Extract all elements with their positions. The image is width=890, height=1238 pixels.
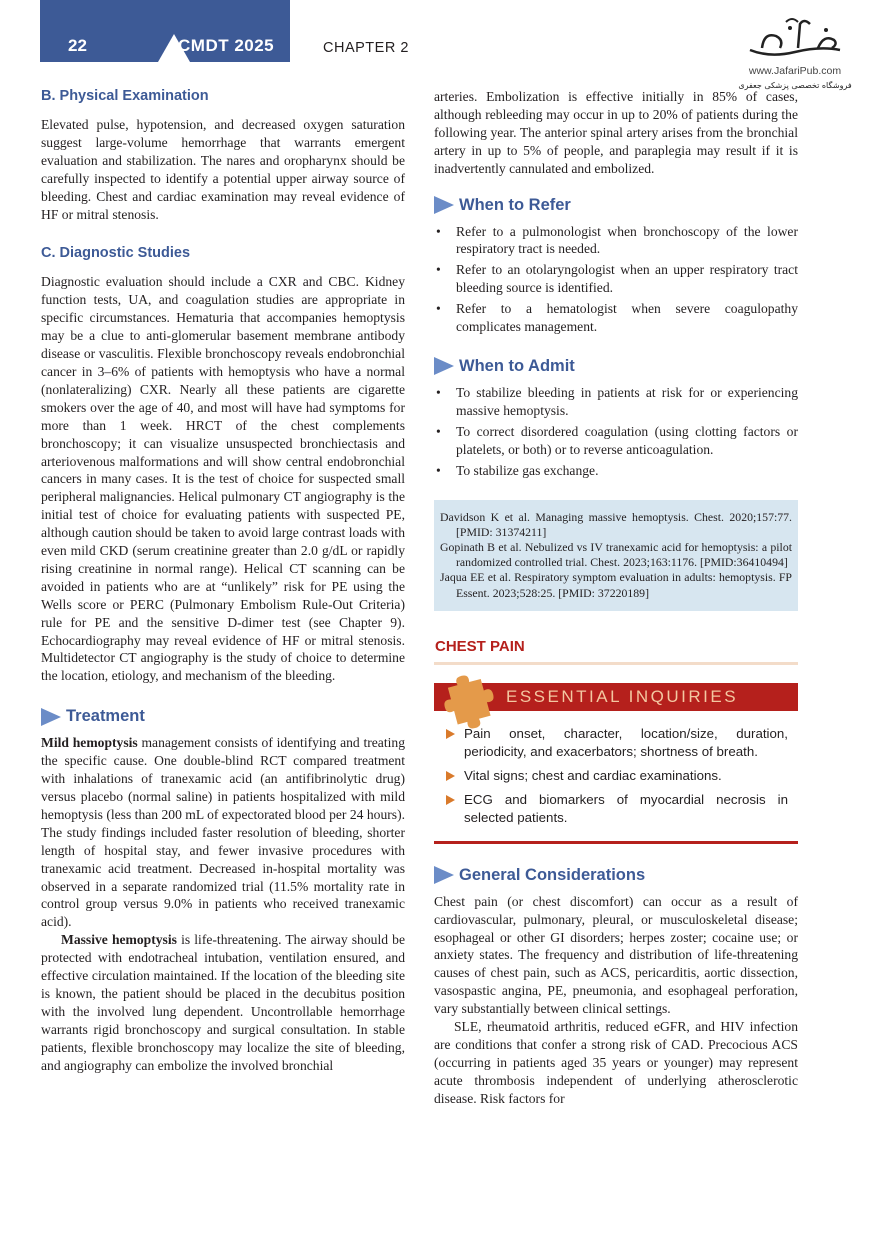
physical-exam-heading: B. Physical Examination <box>41 88 209 104</box>
list-item: • Refer to a pulmonologist when bronchoscopy of the lower respiratory tract is needed. <box>434 223 798 259</box>
orange-arrow-icon <box>446 795 455 805</box>
when-to-refer-label: When to Refer <box>459 195 571 214</box>
essential-item <box>444 767 788 785</box>
treatment-heading-label: Treatment <box>66 707 145 726</box>
massive-hemoptysis-paragraph <box>41 931 405 1074</box>
essential-item-text: Pain onset, character, location/size, duration, periodicity, and exacerbators; shortness of breath. <box>464 725 788 759</box>
diagnostic-text: Diagnostic evaluation should include a CXR and CBC. Kidney function tests, UA, and coagulation studies are appropriate in specific circumstances. Hematuria that accompanies hemoptysis may be a clue to anti-glomerular basement membrane antibody disease or vasculitis. Flexible bronchoscopy reveals endobronchial cancer in 3–6% of patients with hemoptysis who have a normal (nonlateralizing) CXR. Nearly all these patients are cigarette smokers over the age of 40, and most will have had symptoms for more than 1 week. HRCT of the chest complements bronchoscopy; it can visualize unsuspected bronchiectasis and arteriovenous malformations and will show central endobronchial cancers in many cases. It is the test of choice for suspected small peripheral malignancies. Helical pulmonary CT angiography is the initial test of choice for evaluating patients with suspected PE, although caution should be taken to avoid large contrast loads with even mild CKD (serum creatinine greater than 2.0 g/dL or rapidly rising creatinine in normal range). Helical CT scanning can be avoided in patients who are at “unlikely” risk for PE using the Wells score or PERC (Pulmonary Embolism Rule-Out Criteria) rule for PE and the sensitive D-dimer test (see Chapter 9). Echocardiography may reveal evidence of HF or mitral stenosis. Multidetector CT angiography is the study of choice to determine the location, etiology, and mechanism of the bleeding. <box>41 274 405 684</box>
list-item: • Refer to a hematologist when severe coagulopathy complicates management. <box>434 300 798 336</box>
massive-hemoptysis-text: is life-threatening. The airway should be protected with endotracheal intubation, ventilation ensured, and effective circulation maintained. If the location of the bleeding site is known, the patient should be placed in the decubitus position with the involved lung dependent. Uncontrollable hemorrhage warrants rigid bronchoscopy and surgical consultation. In stable patients, flexible bronchoscopy may localize the site of bleeding, and angiography can embolize the involved bronchial <box>41 932 405 1073</box>
list-item: • Refer to an otolaryngologist when an upper respiratory tract bleeding source is identified. <box>434 261 798 297</box>
list-item: • To stabilize gas exchange. <box>434 462 798 480</box>
general-considerations-heading <box>434 866 798 885</box>
puzzle-piece-icon <box>440 673 496 729</box>
page-number: 22 <box>68 36 87 55</box>
section-arrow-icon <box>434 866 454 884</box>
essential-item <box>444 725 788 761</box>
chest-pain-heading: CHEST PAIN <box>434 638 798 665</box>
when-to-refer-list <box>434 223 798 336</box>
calligraphy-logo-icon <box>740 14 850 62</box>
essential-item-text: Vital signs; chest and cardiac examinations. <box>464 767 722 783</box>
mild-hemoptysis-paragraph <box>41 734 405 931</box>
logo-url: www.JafariPub.com <box>748 65 842 77</box>
when-to-admit-label: When to Admit <box>459 356 575 375</box>
orange-arrow-icon <box>446 729 455 739</box>
continuation-text: arteries. Embolization is effective initially in 85% of cases, although rebleeding may occur in up to 20% of patients during the following year. The anterior spinal artery arises from the bronchial artery in up to 5% of people, and paraplegia may result if it is inadvertently cannulated and embolized. <box>434 89 798 176</box>
mild-hemoptysis-term: Mild hemoptysis <box>41 735 138 751</box>
essential-inquiries-box <box>434 683 798 844</box>
right-column <box>434 88 798 1108</box>
reference-item: Jaqua EE et al. Respiratory symptom evaluation in adults: hemoptysis. FP Essent. 2023;528:25. [PMID: 37220189] <box>440 570 792 600</box>
section-arrow-icon <box>434 196 454 214</box>
publisher-logo <box>735 14 855 90</box>
reference-item: Gopinath B et al. Nebulized vs IV tranexamic acid for hemoptysis: a pilot randomized controlled trial. Chest. 2023;163:1176. [PMID:36410494] <box>440 539 792 570</box>
essential-item <box>444 791 788 827</box>
reference-item: Davidson K et al. Managing massive hemoptysis. Chest. 2020;157:77. [PMID: 31374211] <box>440 509 792 539</box>
massive-hemoptysis-term: Massive hemoptysis <box>61 932 177 948</box>
list-item: • To correct disordered coagulation (using clotting factors or platelets, or both) or to reverse anticoagulation. <box>434 423 798 459</box>
references-box <box>434 500 798 611</box>
diagnostic-heading: C. Diagnostic Studies <box>41 245 191 262</box>
general-considerations-text: Chest pain (or chest discomfort) can occur as a result of cardiovascular, pulmonary, pleural, or musculoskeletal disease; esophageal or other GI disorders; herpes zoster; cocaine use; or anxiety states. The frequency and distribution of life-threatening causes of chest pain, such as ACS, pericarditis, aortic dissection, vasospastic angina, PE, pneumonia, and esophageal perforation, vary substantially between clinical settings. <box>434 893 798 1017</box>
treatment-heading <box>41 707 405 726</box>
left-column <box>41 88 405 1075</box>
general-considerations-label: General Considerations <box>459 865 646 884</box>
mild-hemoptysis-text: management consists of identifying and treating the specific cause. One double-blind RCT compared treatment with inhalations of tranexamic acid (an antifibrinolytic drug) versus placebo (normal saline) in patients hospitalized with mild hemoptysis (less than 200 mL of expectorated blood per 24 hours). The study findings included faster resolution of bleeding, shorter length of hospital stay, and fewer invasive procedures with tranexamic acid treatment. Decreased in-hospital mortality was observed in a separate randomized trial (11.5% mortality rate in control group versus 9.0% in patients who received tranexamic acid). <box>41 735 405 930</box>
list-item: • To stabilize bleeding in patients at risk for or experiencing massive hemoptysis. <box>434 384 798 420</box>
logo-tagline: فروشگاه تخصصی پزشکی جعفری <box>738 81 852 90</box>
physical-exam-text: Elevated pulse, hypotension, and decreased oxygen saturation suggest large-volume hemorrhage that warrants emergent evaluation and stabilization. The nares and oropharynx should be carefully inspected to identify a potential upper airway source of bleeding. Chest and cardiac examination may reveal evidence of HF or mitral stenosis. <box>41 117 405 222</box>
chapter-label: CHAPTER 2 <box>323 40 409 56</box>
risk-factors-text: SLE, rheumatoid arthritis, reduced eGFR, and HIV infection are conditions that confer a strong risk of CAD. Precocious ACS (occurring in patients aged 35 years or younger) may represent acute thrombosis independent of underlying atherosclerotic disease. Risk factors for <box>434 1019 798 1106</box>
essential-item-text: ECG and biomarkers of myocardial necrosis in selected patients. <box>464 791 788 825</box>
when-to-admit-list <box>434 384 798 480</box>
essential-inquiries-bar <box>434 683 798 711</box>
when-to-refer-heading <box>434 196 798 215</box>
book-title: CMDT 2025 <box>178 36 275 55</box>
section-arrow-icon <box>41 708 61 726</box>
when-to-admit-heading <box>434 357 798 376</box>
orange-arrow-icon <box>446 771 455 781</box>
essential-inquiries-list <box>434 711 798 841</box>
essential-inquiries-title: ESSENTIAL INQUIRIES <box>506 686 739 706</box>
section-arrow-icon <box>434 357 454 375</box>
